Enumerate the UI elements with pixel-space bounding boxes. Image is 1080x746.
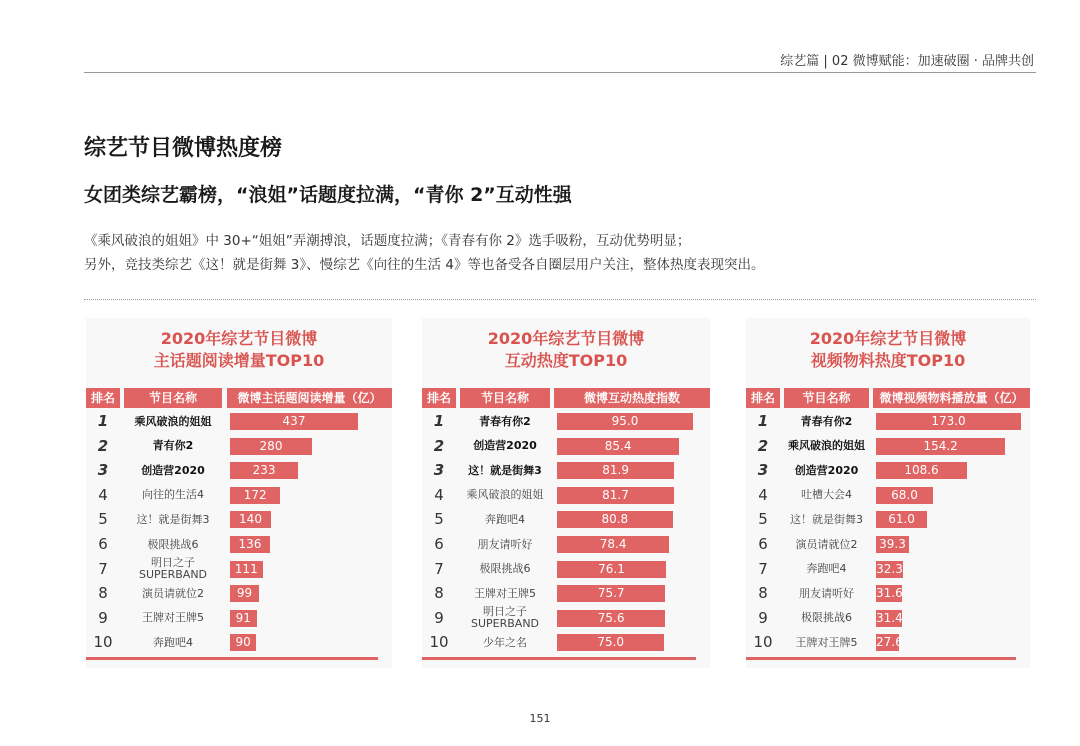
value-bar: 32.3 [876, 561, 903, 576]
value-bar: 75.7 [557, 585, 665, 602]
value-bar: 81.7 [557, 487, 674, 504]
table-row [422, 606, 710, 631]
rank-number: 5 [98, 510, 108, 529]
program-name: 乘风破浪的姐姐 [134, 414, 212, 428]
table-header [746, 388, 1030, 408]
program-name: 吐槽大会4 [801, 488, 852, 502]
program-name: 演员请就位2 [142, 586, 204, 600]
header-cell: 排名 [422, 388, 456, 408]
rank-number: 8 [434, 584, 444, 603]
rank-number: 1 [757, 412, 769, 430]
value-bar: 136 [230, 536, 270, 553]
header-divider [84, 72, 1036, 73]
value-bar: 39.3 [876, 536, 909, 553]
rank-number: 1 [97, 412, 109, 430]
panel-title-line: 2020年综艺节目微博 [487, 329, 645, 348]
value-bar: 91 [230, 610, 257, 627]
rank-number: 10 [429, 633, 449, 652]
header-cell: 节目名称 [124, 388, 222, 408]
program-name: 乘风破浪的姐姐 [788, 439, 865, 453]
rank-number: 4 [434, 485, 444, 504]
value-bar: 90 [230, 634, 256, 651]
program-name: 明日之子 SUPERBAND [470, 605, 540, 631]
panel-title-line: 2020年综艺节目微博 [160, 329, 318, 348]
program-name: 创造营2020 [794, 463, 859, 477]
table-row [86, 483, 392, 508]
dotted-divider [84, 299, 1036, 300]
value-bar: 61.0 [876, 511, 927, 528]
value-bar: 99 [230, 585, 259, 602]
table-row [422, 630, 710, 655]
table-bottom-rule [86, 657, 378, 660]
table-row [422, 507, 710, 532]
table-row [746, 434, 1030, 459]
program-name: 青春有你2 [800, 414, 853, 428]
program-name: 王牌对王牌5 [795, 635, 858, 649]
program-name: 极限挑战6 [479, 562, 531, 576]
rank-number: 2 [433, 436, 445, 455]
body-line-2: 另外，竞技类综艺《这！就是街舞 3》、慢综艺《向往的生活 4》等也备受各自圈层用户关注，整体热度表现突出。 [84, 257, 765, 273]
panel-title-line: 互动热度TOP10 [504, 351, 628, 370]
section-title: 综艺节目微博热度榜 [84, 136, 283, 161]
table-row [86, 409, 392, 434]
program-name: 这！就是街舞3 [136, 512, 210, 526]
rank-number: 3 [97, 461, 109, 480]
value-bar: 172 [230, 487, 280, 504]
table-row [86, 434, 392, 459]
table-row [422, 532, 710, 557]
table-row [86, 606, 392, 631]
rank-number: 8 [758, 584, 768, 603]
table-row [422, 434, 710, 459]
table-header [422, 388, 710, 408]
header-cell: 微博主话题阅读增量（亿） [227, 388, 392, 408]
rank-number: 8 [98, 584, 108, 603]
rank-number: 9 [98, 608, 108, 627]
subtitle: 女团类综艺霸榜，“浪姐”话题度拉满，“青你 2”互动性强 [84, 184, 572, 206]
header-cell: 微博视频物料播放量（亿） [873, 388, 1030, 408]
ranking-panel-2 [422, 318, 710, 668]
table-row [746, 507, 1030, 532]
table-row [86, 630, 392, 655]
rank-number: 7 [98, 559, 108, 578]
rank-number: 3 [433, 461, 445, 480]
table-row [746, 458, 1030, 483]
table-row [746, 409, 1030, 434]
table-row [86, 557, 392, 582]
value-bar: 173.0 [876, 413, 1021, 430]
panel-title-line: 视频物料热度TOP10 [810, 351, 966, 370]
value-bar: 111 [230, 561, 263, 578]
table-row [422, 581, 710, 606]
value-bar: 78.4 [557, 536, 669, 553]
table-row [746, 532, 1030, 557]
table-row [746, 606, 1030, 631]
program-name: 明日之子 SUPERBAND [138, 556, 208, 582]
program-name: 创造营2020 [473, 439, 537, 453]
header-cell: 微博互动热度指数 [554, 388, 710, 408]
page-number: 151 [529, 712, 551, 725]
rank-number: 10 [93, 633, 113, 652]
rank-number: 2 [757, 436, 769, 455]
table-row [422, 458, 710, 483]
value-bar: 27.6 [876, 635, 903, 650]
table-row [86, 507, 392, 532]
header-cell: 排名 [746, 388, 780, 408]
program-name: 向往的生活4 [142, 488, 204, 502]
rank-number: 6 [98, 535, 108, 553]
rank-number: 9 [758, 608, 768, 627]
rank-number: 7 [434, 559, 444, 578]
program-name: 这！就是街舞3 [468, 463, 542, 477]
value-bar: 81.9 [557, 462, 674, 479]
rank-number: 1 [433, 412, 445, 430]
panel-title-line: 2020年综艺节目微博 [809, 329, 967, 348]
value-bar: 75.6 [557, 610, 665, 627]
header-cell: 节目名称 [460, 388, 550, 408]
value-bar: 108.6 [876, 462, 967, 479]
rank-number: 6 [434, 535, 444, 553]
rank-number: 7 [758, 559, 768, 578]
program-name: 创造营2020 [141, 463, 205, 477]
program-name: 极限挑战6 [801, 611, 852, 625]
table-header [86, 388, 392, 408]
rank-number: 4 [758, 485, 768, 504]
table-row [746, 557, 1030, 582]
value-bar: 437 [230, 413, 358, 430]
value-bar: 154.2 [876, 438, 1005, 455]
value-bar: 80.8 [557, 511, 673, 528]
value-bar: 95.0 [557, 413, 693, 430]
table-row [746, 630, 1030, 655]
program-name: 这！就是街舞3 [790, 512, 863, 526]
program-name: 少年之名 [483, 635, 527, 649]
program-name: 奔跑吧4 [153, 635, 193, 649]
table-row [422, 557, 710, 582]
program-name: 青有你2 [152, 439, 194, 453]
table-bottom-rule [422, 657, 696, 660]
header-cell: 排名 [86, 388, 120, 408]
rank-number: 5 [434, 510, 444, 529]
table-bottom-rule [746, 657, 1016, 660]
rank-number: 2 [97, 436, 109, 455]
program-name: 青春有你2 [479, 414, 531, 428]
rank-number: 4 [98, 485, 108, 504]
value-bar: 76.1 [557, 561, 666, 578]
table-row [86, 532, 392, 557]
table-row [422, 483, 710, 508]
value-bar: 31.6 [876, 586, 903, 601]
program-name: 朋友请听好 [477, 537, 533, 551]
value-bar: 233 [230, 462, 298, 479]
table-row [746, 581, 1030, 606]
program-name: 奔跑吧4 [806, 562, 847, 576]
table-row [746, 483, 1030, 508]
header-text: 综艺篇 | 02 微博赋能：加速破圈 · 品牌共创 [780, 54, 1034, 69]
rank-number: 10 [753, 633, 773, 652]
value-bar: 140 [230, 511, 271, 528]
table-row [86, 458, 392, 483]
rank-number: 9 [434, 608, 444, 627]
rank-number: 5 [758, 510, 768, 529]
program-name: 极限挑战6 [147, 537, 199, 551]
rank-number: 6 [758, 535, 768, 553]
program-name: 演员请就位2 [795, 537, 858, 551]
program-name: 乘风破浪的姐姐 [466, 488, 544, 502]
value-bar: 280 [230, 438, 312, 455]
value-bar: 75.0 [557, 634, 664, 651]
value-bar: 85.4 [557, 438, 679, 455]
table-row [86, 581, 392, 606]
value-bar: 31.4 [876, 610, 903, 625]
program-name: 朋友请听好 [799, 586, 854, 600]
rank-number: 3 [757, 461, 769, 480]
value-bar: 68.0 [876, 487, 933, 504]
ranking-panel-3 [746, 318, 1030, 668]
ranking-panel-1 [86, 318, 392, 668]
table-row [422, 409, 710, 434]
header-cell: 节目名称 [784, 388, 869, 408]
body-line-1: 《乘风破浪的姐姐》中 30+“姐姐”弄潮搏浪，话题度拉满；《青春有你 2》选手吸粉，互动优势明显； [84, 233, 691, 249]
panel-title-line: 主话题阅读增量TOP10 [153, 351, 325, 370]
program-name: 奔跑吧4 [485, 512, 525, 526]
program-name: 王牌对王牌5 [474, 586, 536, 600]
program-name: 王牌对王牌5 [142, 611, 204, 625]
